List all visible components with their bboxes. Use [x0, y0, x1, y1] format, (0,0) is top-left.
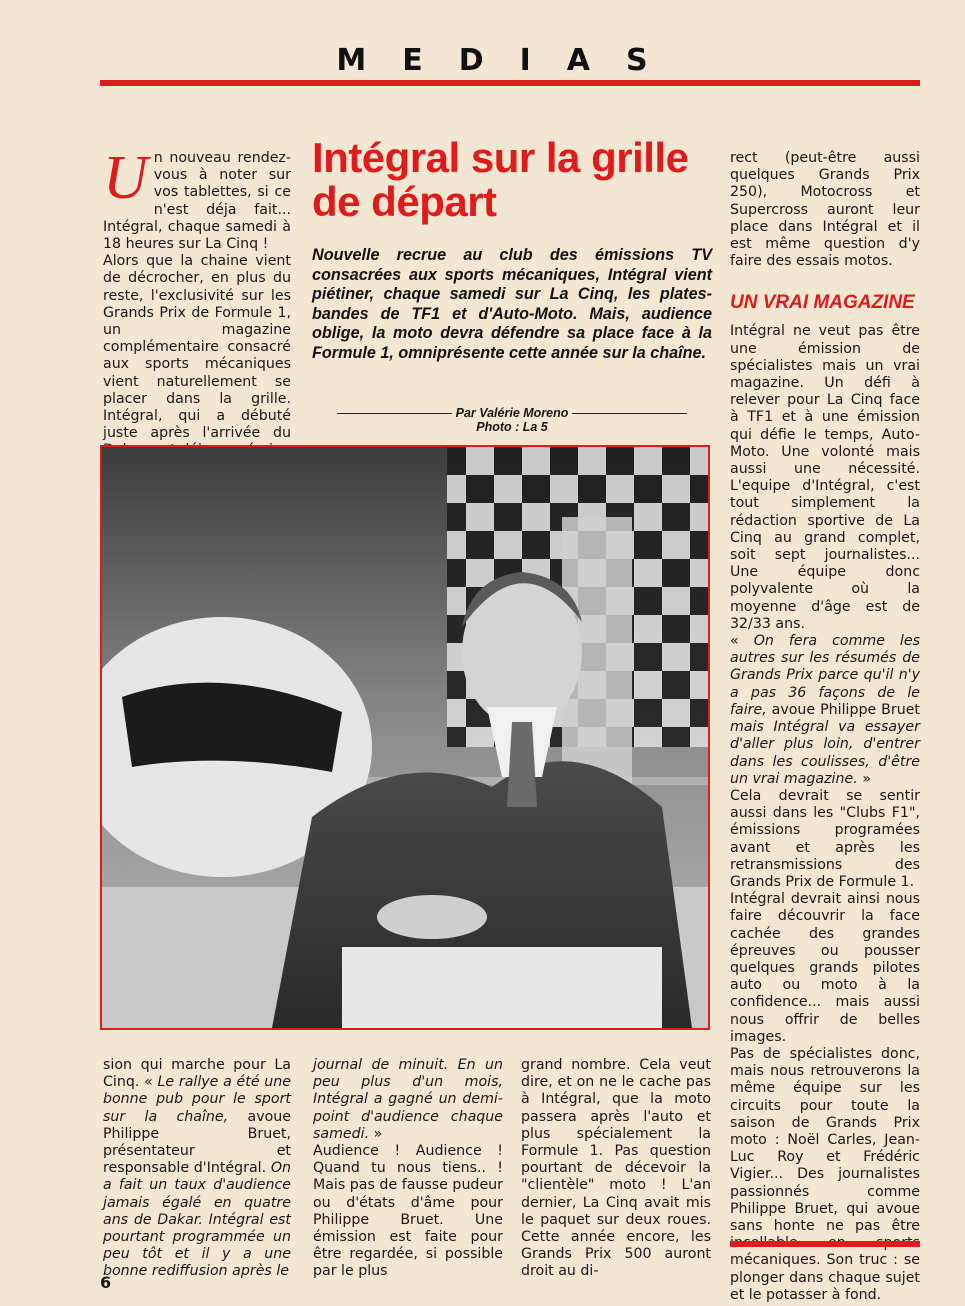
column-3-bottom — [521, 1057, 711, 1281]
text-run: « — [730, 633, 754, 650]
quote-run: On fera comme les autres sur les résumés de Grands Prix parce qu'il n'y a pas 36 façons de le faire, — [730, 633, 920, 718]
byline — [312, 406, 712, 434]
column-4 — [730, 150, 920, 1304]
text-run: » — [857, 770, 871, 787]
body-paragraph: Cela devrait se sentir aussi dans les "Clubs F1", émissions programées avant et après les retransmissions des Grands Prix de Formule 1. — [730, 787, 920, 890]
byline-photo-credit: Photo : La 5 — [476, 420, 548, 434]
body-paragraph: grand nombre. Cela veut dire, et on ne le cache pas à Intégral, que la moto passera après l'auto et plus spécialement la Formule 1. Pas question pourtant de décevoir la "clientèle" moto ! L'an dernier, La Cinq avait mis le paquet sur deux roues. Cette année encore, les Grands Prix 500 auront droit au di- — [521, 1057, 711, 1280]
presenter-photo — [100, 445, 710, 1030]
body-paragraph: Audience ! Audience ! Quand tu nous tiens.. ! Mais pas de fausse pudeur ou d'états d'âme pour Philippe Bruet. Une émission est faite pour être regardée, si possible par le plus — [313, 1143, 503, 1280]
quote-run: journal de minuit. En un peu plus d'un mois, Intégral a gagné un demi-point d'audience chaque samedi. — [313, 1057, 503, 1142]
text-run: avoue Philippe Bruet, présentateur et responsable d'Intégral. — [103, 1108, 291, 1177]
body-paragraph — [313, 1057, 503, 1143]
body-paragraph: Intégral devrait ainsi nous faire découvrir la face cachée des grandes épreuves ou pousser quelques grands pilotes auto ou moto à la confidence... mais aussi nous offrir de belles images. — [730, 891, 920, 1045]
body-paragraph: Pas de spécialistes donc, mais nous retrouverons la même équipe sur les circuits pour toute la saison de Grands Prix moto : Noël Carles, Jean-Luc Roy et Frédéric Vigier... Des journalistes passionnés comme Philippe Bruet, qui avoue sans honte ne pas être mécaniques. Son truc : se plonger dans chaque sujet et le potasser à fond. — [730, 1045, 920, 1303]
section-title: MEDIAS — [336, 43, 684, 78]
page-number: 6 — [100, 1273, 112, 1292]
column-1-bottom — [103, 1057, 291, 1281]
column-2-bottom — [313, 1057, 503, 1281]
subhead: UN VRAI MAGAZINE — [730, 292, 915, 314]
byline-author: Par Valérie Moreno — [455, 406, 569, 420]
headline: Intégral sur la grille de départ — [312, 134, 689, 225]
drop-cap: U — [103, 144, 148, 212]
body-paragraph: Alors que la chaine vient de décrocher, en plus du reste, l'exclusivité sur les Grands Prix de Formule 1, un magazine complémentaire consacré aux sports mécaniques vient naturellement se placer dans la grille. Intégral, qui a débuté juste après l'arrivée du — [103, 253, 291, 442]
body-paragraph: rect (peut-être aussi quelques Grands Prix 250), Motocross et Supercross auront leur place dans Intégral et il est même question d'y faire des essais motos. — [730, 150, 920, 270]
byline-rule-right — [572, 413, 687, 414]
end-red-rule — [730, 1241, 920, 1247]
body-paragraph — [103, 1057, 291, 1281]
quote-paragraph — [730, 633, 920, 788]
lede: Nouvelle recrue au club des émissions TV consacrées aux sports mécaniques, Intégral vient piétiner, chaque samedi sur La Cinq, les plates-bandes de TF1 et d'Auto-Moto. Mais, audience oblige, la moto devra défendre sa place face à la Formule 1, omniprésente cette année sur la chaîne. — [312, 246, 712, 362]
byline-rule-left — [337, 413, 452, 414]
text-run: » — [369, 1125, 383, 1142]
text-run: avoue Philippe Bruet — [766, 701, 920, 718]
intro-paragraph — [103, 144, 291, 253]
top-red-rule — [100, 80, 920, 86]
quote-run: mais Intégral va essayer d'aller plus loin, d'entrer dans les coulisses, d'être un vrai magazine. — [730, 719, 920, 787]
text-run: sion qui marche pour La Cinq. « — [103, 1057, 291, 1091]
quote-run: Le rallye a été une bonne pub pour le sport sur la chaîne, — [103, 1074, 291, 1125]
intro-text: n nouveau rendez-vous à noter sur vos tablettes, si ce n'est déja fait... Intégral, chaque samedi à 18 heures sur La Cinq ! — [103, 150, 291, 253]
quote-run: On a fait un taux d'audience jamais égalé en quatre ans de Dakar. Intégral est pourtant programmée un peu tôt et il y a une bonne rediffusion après le — [103, 1160, 291, 1280]
column-1-top — [103, 144, 291, 460]
body-paragraph: Intégral ne veut pas être une émission de spécialistes mais un vrai magazine. Un défi à relever pour La Cinq face à TF1 et à une émission qui défie le temps, Auto-Moto. Une volonté mais aussi une nécessité. L'equipe d'Intégral, c'est tout simplement la rédaction sportive de La Cinq au grand complet, soit sept journalistes... Une équipe donc polyvalente où la moyenne d'âge est de 32/33 ans. — [730, 323, 920, 632]
photo-illustration — [102, 447, 708, 1028]
